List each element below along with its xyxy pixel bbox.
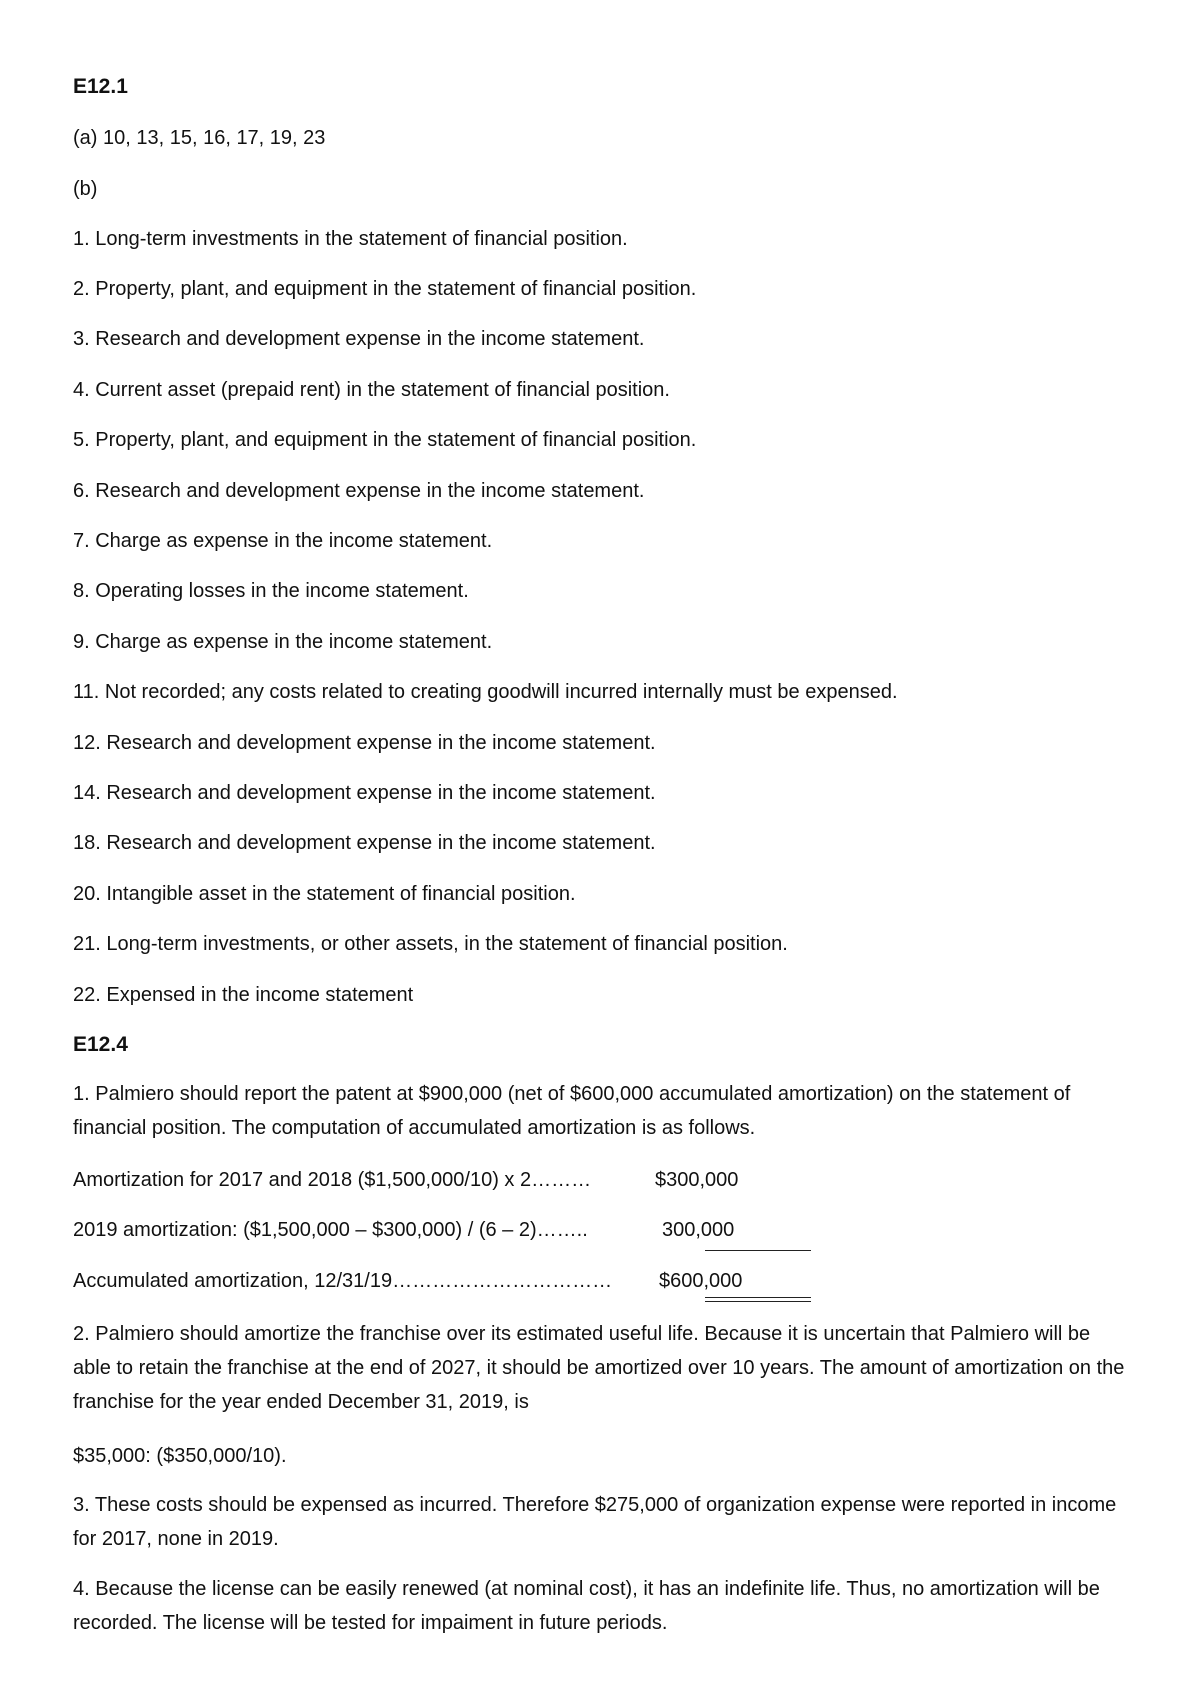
calc-amount: 300,000 bbox=[662, 1219, 735, 1241]
list-item: 7. Charge as expense in the income statement. bbox=[73, 530, 493, 552]
list-item: 3. Research and development expense in the income statement. bbox=[73, 328, 645, 350]
list-item: 8. Operating losses in the income statement. bbox=[73, 580, 469, 602]
double-underline bbox=[705, 1297, 811, 1302]
list-item: 9. Charge as expense in the income statement. bbox=[73, 631, 493, 653]
list-item: 14. Research and development expense in the income statement. bbox=[73, 782, 656, 804]
calc-label: Amortization for 2017 and 2018 ($1,500,000/10) x 2……… bbox=[73, 1169, 592, 1191]
list-item: 21. Long-term investments, or other assets, in the statement of financial position. bbox=[73, 933, 788, 955]
paragraph-4: 4. Because the license can be easily renewed (at nominal cost), it has an indefinite life. Thus, no amortization will be recorded. The license will be tested for impaiment in future periods. bbox=[73, 1578, 1100, 1634]
calc-label: 2019 amortization: ($1,500,000 – $300,000) / (6 – 2)…….. bbox=[73, 1219, 588, 1241]
heading-e12-1: E12.1 bbox=[73, 75, 128, 98]
calc-amount: $600,000 bbox=[659, 1270, 743, 1292]
list-item: 4. Current asset (prepaid rent) in the statement of financial position. bbox=[73, 379, 670, 401]
list-item: 1. Long-term investments in the statement of financial position. bbox=[73, 228, 628, 250]
list-item: 18. Research and development expense in the income statement. bbox=[73, 832, 656, 854]
list-item: 5. Property, plant, and equipment in the statement of financial position. bbox=[73, 429, 697, 451]
list-item: 11. Not recorded; any costs related to creating goodwill incurred internally must be expensed. bbox=[73, 681, 898, 703]
list-item: 6. Research and development expense in the income statement. bbox=[73, 480, 645, 502]
heading-e12-4: E12.4 bbox=[73, 1033, 128, 1056]
part-b-label: (b) bbox=[73, 178, 98, 200]
calc-label: Accumulated amortization, 12/31/19…………………………… bbox=[73, 1270, 613, 1292]
single-underline bbox=[705, 1250, 811, 1251]
paragraph-2: 2. Palmiero should amortize the franchise over its estimated useful life. Because it is uncertain that Palmiero will be able to retain the franchise at the end of 2027, it should be amortized over 10 years. The amount of amortization on the franchise for the year ended December 31, 2019, is bbox=[73, 1323, 1125, 1413]
list-item: 22. Expensed in the income statement bbox=[73, 984, 414, 1006]
calc-amount: $300,000 bbox=[655, 1169, 739, 1191]
paragraph-2-result: $35,000: ($350,000/10). bbox=[73, 1445, 287, 1467]
list-item: 2. Property, plant, and equipment in the statement of financial position. bbox=[73, 278, 697, 300]
paragraph-3: 3. These costs should be expensed as incurred. Therefore $275,000 of organization expense were reported in income for 2017, none in 2019. bbox=[73, 1494, 1117, 1550]
list-item: 20. Intangible asset in the statement of financial position. bbox=[73, 883, 576, 905]
part-a-text: (a) 10, 13, 15, 16, 17, 19, 23 bbox=[73, 127, 326, 149]
list-item: 12. Research and development expense in the income statement. bbox=[73, 732, 656, 754]
paragraph-1: 1. Palmiero should report the patent at $900,000 (net of $600,000 accumulated amortization) on the statement of financial position. The computation of accumulated amortization is as follows. bbox=[73, 1083, 1071, 1139]
